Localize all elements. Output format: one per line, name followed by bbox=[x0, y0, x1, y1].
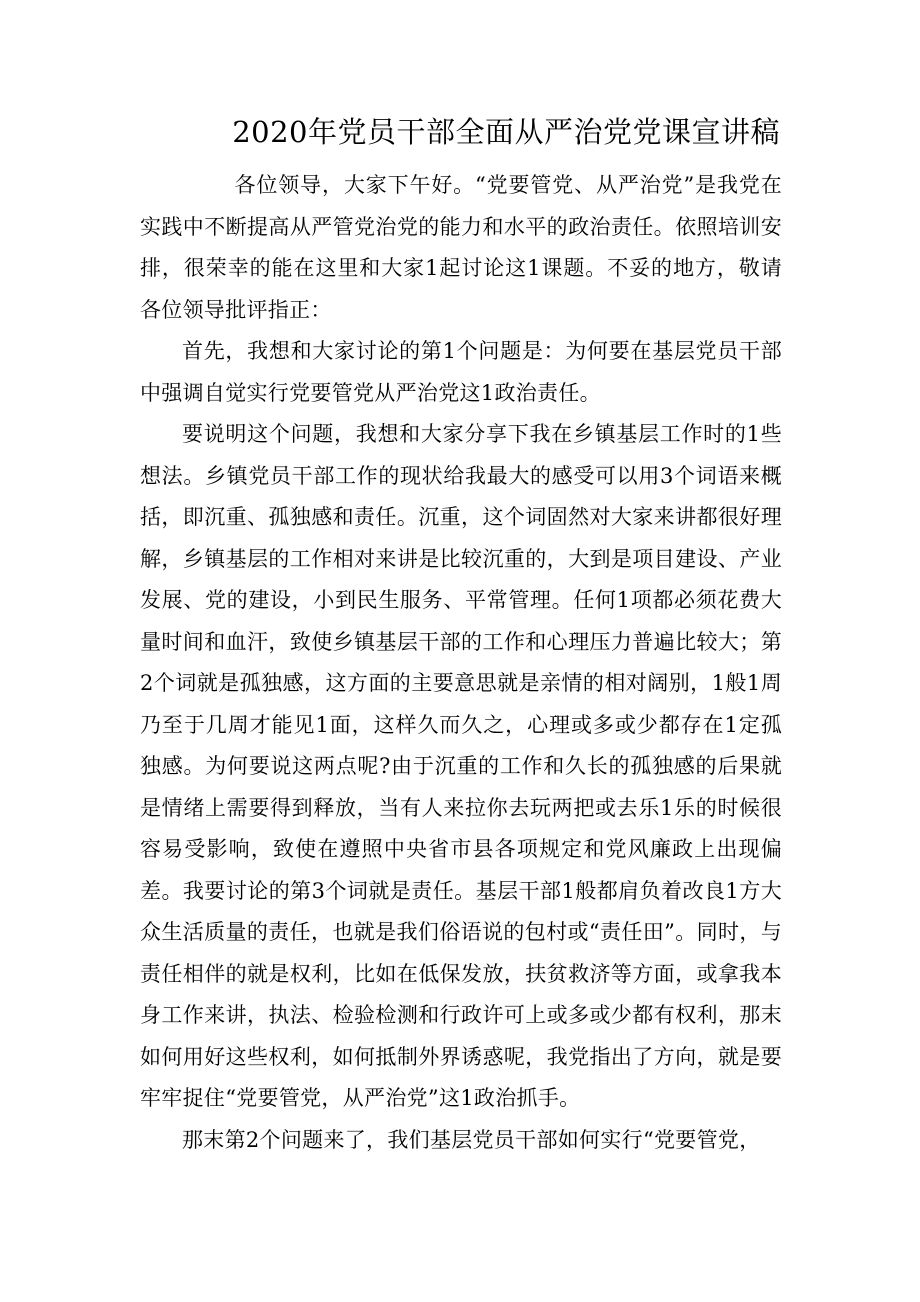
document-body bbox=[140, 165, 782, 1161]
paragraph-greeting: 各位领导，大家下午好。“党要管党、从严治党”是我党在实践中不断提高从严管党治党的能力和水平的政治责任。依照培训安排，很荣幸的能在这里和大家1起讨论这1课题。不妥的地方，敬请各位领导批评指正： bbox=[140, 173, 782, 322]
paragraph-second-question: 那末第2个问题来了，我们基层党员干部如何实行“党要管党， bbox=[182, 1127, 761, 1152]
paragraph-explanation: 要说明这个问题，我想和大家分享下我在乡镇基层工作时的1些想法。乡镇党员干部工作的现状给我最大的感受可以用3个词语来概括，即沉重、孤独感和责任。沉重，这个词固然对大家来讲都很好理解，乡镇基层的工作相对来讲是比较沉重的，大到是项目建设、产业发展、党的建设，小到民生服务、平常管理。任何1项都必须花费大量时间和血汗，致使乡镇基层干部的工作和心理压力普遍比较大；第2个词就是孤独感，这方面的主要意思就是亲情的相对阔别，1般1周乃至于几周才能见1面，这样久而久之，心理或多或少都存在1定孤独感。为何要说这两点呢?由于沉重的工作和久长的孤独感的后果就是情绪上需要得到释放，当有人来拉你去玩两把或去乐1乐的时候很容易受影响，致使在遵照中央省市县各项规定和党风廉政上出现偏差。我要讨论的第3个词就是责任。基层干部1般都肩负着改良1方大众生活质量的责任，也就是我们俗语说的包村或“责任田”。同时，与责任相伴的就是权利，比如在低保发放，扶贫救济等方面，或拿我本身工作来讲，执法、检验检测和行政许可上或多或少都有权利，那末如何用好这些权利，如何抵制外界诱惑呢，我党指出了方向，就是要牢牢捉住“党要管党，从严治党”这1政治抓手。 bbox=[140, 422, 782, 1110]
document-title: 2020年党员干部全面从严治党党课宣讲稿 bbox=[232, 115, 780, 149]
paragraph-first-question: 首先，我想和大家讨论的第1个问题是：为何要在基层党员干部中强调自觉实行党要管党从严治党这1政治责任。 bbox=[140, 339, 782, 405]
